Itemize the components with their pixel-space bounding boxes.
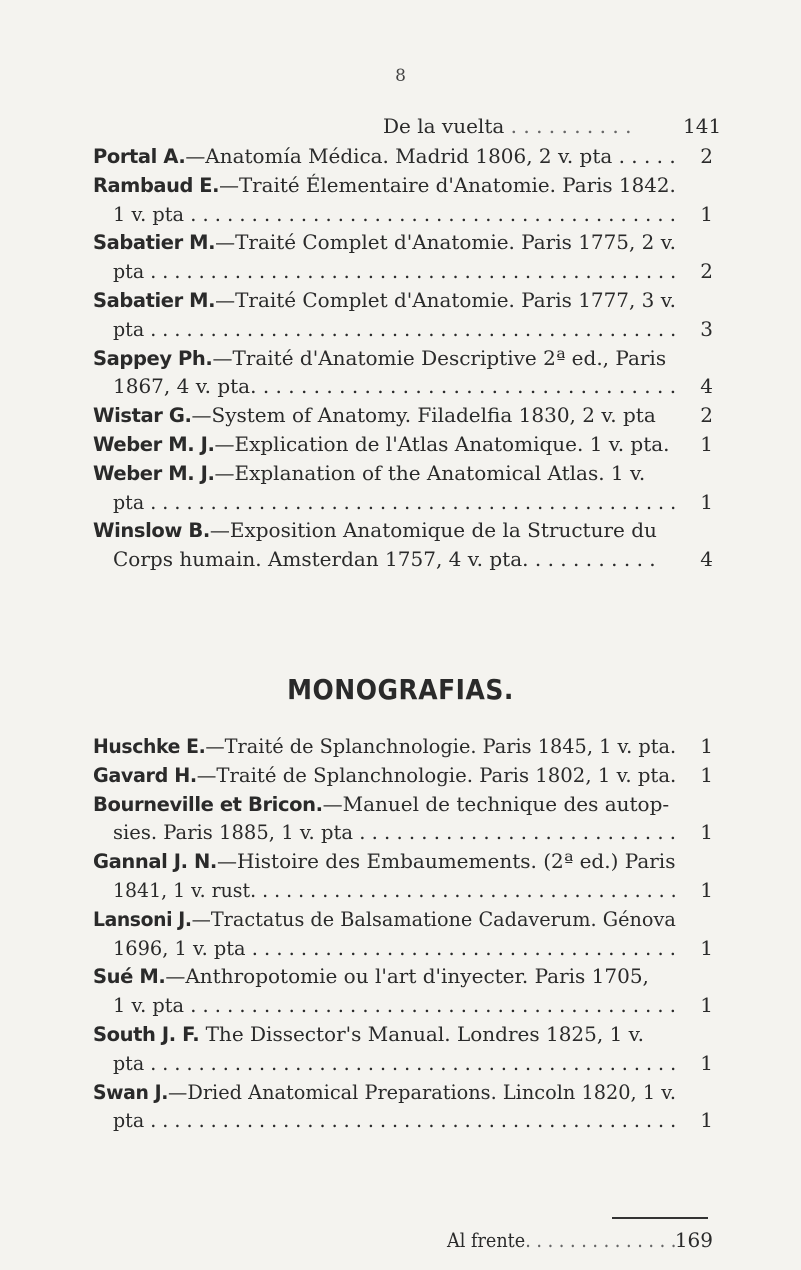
entry-author: Huschke E. bbox=[93, 735, 206, 758]
entry-text: —Traité Complet d'Anatomie. Paris 1775, 2 v. bbox=[215, 230, 676, 255]
entry-continuation-line bbox=[113, 876, 677, 904]
entry-text: 1841, 1 v. rust. . . . . . . . . . . . . . . . . . . . . . . . . . . . . . . . . . . . bbox=[113, 878, 677, 902]
entry-text: —Manuel de technique des autop- bbox=[322, 791, 670, 816]
entry-continuation-line bbox=[113, 934, 676, 962]
entry-text: pta . . . . . . . . . . . . . . . . . . . . . . . . . . . . . . . . . . . . . . . . . . . . bbox=[113, 316, 677, 341]
entry-continuation-line bbox=[113, 372, 676, 400]
entry-text: —Tractatus de Balsamatione Cadaverum. Génova bbox=[191, 906, 676, 931]
entry-count: 2 bbox=[700, 144, 713, 168]
entry-text: —Explanation of the Anatomical Atlas. 1 v. bbox=[214, 460, 646, 485]
entry-author: Weber M. J. bbox=[93, 433, 215, 456]
entry-text: —Dried Anatomical Preparations. Lincoln 1820, 1 v. bbox=[168, 1079, 676, 1104]
entry-continuation-line bbox=[113, 488, 676, 516]
entry-continuation-line bbox=[113, 200, 676, 228]
section-title: MONOGRAFIAS. bbox=[287, 673, 514, 706]
entry-continuation-line bbox=[113, 818, 676, 846]
entry-first-line bbox=[93, 286, 676, 314]
entry-count: 3 bbox=[700, 316, 713, 341]
entry-text: 1 v. pta . . . . . . . . . . . . . . . . . . . . . . . . . . . . . . . . . . . . . . . . bbox=[113, 201, 676, 226]
entry-author: Bourneville et Bricon. bbox=[93, 792, 323, 816]
entry-continuation-line bbox=[113, 1049, 676, 1077]
entry-text: —Traité de Splanchnologie. Paris 1845, 1 v. pta. bbox=[205, 734, 677, 758]
entry-text: —Histoire des Embaumements. (2ª ed.) Paris bbox=[216, 849, 676, 874]
entry-first-line bbox=[93, 847, 675, 875]
entry-first-line bbox=[93, 905, 676, 933]
entry-continuation-line bbox=[113, 315, 676, 343]
entry-author: Portal A. bbox=[93, 145, 186, 168]
entry-text: pta . . . . . . . . . . . . . . . . . . . . . . . . . . . . . . . . . . . . . . . . . . . . bbox=[113, 489, 677, 514]
entry-first-line bbox=[93, 401, 656, 429]
entry-text: pta . . . . . . . . . . . . . . . . . . . . . . . . . . . . . . . . . . . . . . . . . . . . bbox=[113, 1050, 677, 1075]
entry-text: pta . . . . . . . . . . . . . . . . . . . . . . . . . . . . . . . . . . . . . . . . . . . . bbox=[113, 1108, 677, 1133]
entry-count: 1 bbox=[700, 1108, 713, 1133]
entry-count: 1 bbox=[700, 878, 713, 902]
entry-text: —System of Anatomy. Filadelfia 1830, 2 v. pta bbox=[191, 403, 656, 428]
entry-author: Gannal J. N. bbox=[93, 850, 217, 874]
entry-first-line bbox=[93, 962, 649, 990]
entry-text: 1867, 4 v. pta. . . . . . . . . . . . . . . . . . . . . . . . . . . . . . . . . . bbox=[113, 374, 677, 399]
entry-text: 1 v. pta . . . . . . . . . . . . . . . . . . . . . . . . . . . . . . . . . . . . . . . . bbox=[113, 993, 676, 1018]
carry-forward-dots: . . . . . . . . . . bbox=[504, 114, 632, 138]
entry-text: —Anatomía Médica. Madrid 1806, 2 v. pta . . . . . bbox=[185, 144, 676, 168]
entry-author: Winslow B. bbox=[93, 519, 210, 543]
entry-author: Sabatier M. bbox=[93, 289, 216, 312]
entry-count: 1 bbox=[700, 935, 713, 960]
entry-first-line bbox=[93, 430, 670, 458]
entry-count: 4 bbox=[700, 374, 713, 399]
entry-count: 2 bbox=[700, 403, 713, 428]
entry-text: 1696, 1 v. pta . . . . . . . . . . . . . . . . . . . . . . . . . . . . . . . . . . . bbox=[113, 935, 676, 960]
entry-count: 1 bbox=[700, 201, 713, 226]
entry-first-line bbox=[93, 344, 666, 372]
entry-first-line bbox=[93, 171, 676, 199]
entry-count: 1 bbox=[700, 489, 713, 514]
entry-first-line bbox=[93, 459, 645, 487]
total-rule bbox=[612, 1217, 708, 1219]
entry-count: 2 bbox=[700, 259, 713, 284]
entry-continuation-line bbox=[113, 991, 676, 1019]
entry-text: —Exposition Anatomique de la Structure du bbox=[209, 518, 657, 543]
entry-text: Corps humain. Amsterdan 1757, 4 v. pta. . . . . . . . . . . bbox=[113, 547, 656, 572]
entry-text: —Anthropotomie ou l'art d'inyecter. Paris 1705, bbox=[165, 964, 649, 989]
entry-author: Swan J. bbox=[93, 1080, 169, 1104]
entry-first-line bbox=[93, 1078, 676, 1106]
carry-forward-text: De la vuelta bbox=[383, 114, 505, 138]
entry-author: South J. F. bbox=[93, 1023, 200, 1046]
entry-first-line bbox=[93, 732, 676, 760]
entry-author: Sappey Ph. bbox=[93, 346, 213, 370]
entry-author: Weber M. J. bbox=[93, 461, 215, 485]
entry-count: 1 bbox=[700, 734, 713, 758]
entry-first-line bbox=[93, 761, 676, 789]
entry-text: The Dissector's Manual. Londres 1825, 1 v. bbox=[199, 1022, 644, 1046]
entry-text: pta . . . . . . . . . . . . . . . . . . . . . . . . . . . . . . . . . . . . . . . . . . . . bbox=[113, 259, 677, 284]
total-label bbox=[447, 1226, 676, 1254]
entry-author: Gavard H. bbox=[93, 763, 197, 787]
entry-count: 1 bbox=[700, 993, 713, 1018]
carry-forward-label bbox=[383, 112, 631, 140]
entry-first-line bbox=[93, 516, 657, 544]
entry-author: Sabatier M. bbox=[93, 231, 216, 255]
entry-author: Sué M. bbox=[93, 965, 166, 989]
entry-first-line bbox=[93, 228, 676, 256]
entry-author: Wistar G. bbox=[93, 404, 192, 428]
entry-text: —Traité Complet d'Anatomie. Paris 1777, 3 v. bbox=[215, 288, 676, 312]
entry-count: 1 bbox=[700, 762, 713, 787]
total-label-text: Al frente bbox=[447, 1228, 526, 1252]
entry-count: 1 bbox=[700, 820, 713, 845]
entry-first-line bbox=[93, 142, 676, 170]
entry-continuation-line bbox=[113, 257, 676, 285]
entry-continuation-line bbox=[113, 545, 656, 573]
entry-text: sies. Paris 1885, 1 v. pta . . . . . . . . . . . . . . . . . . . . . . . . . . bbox=[113, 820, 676, 845]
entry-count: 4 bbox=[700, 547, 713, 572]
entry-author: Rambaud E. bbox=[93, 173, 220, 197]
entry-text: —Traité Élementaire d'Anatomie. Paris 1842. bbox=[219, 172, 676, 197]
entry-first-line bbox=[93, 1020, 644, 1048]
total-dots: . . . . . . . . . . . . . . bbox=[525, 1228, 677, 1252]
entry-count: 1 bbox=[700, 1050, 713, 1075]
entry-text: —Explication de l'Atlas Anatomique. 1 v. pta. bbox=[214, 432, 670, 456]
entry-first-line bbox=[93, 790, 669, 818]
entry-text: —Traité de Splanchnologie. Paris 1802, 1 v. pta. bbox=[196, 762, 677, 787]
total-value: 169 bbox=[674, 1228, 713, 1252]
entry-author: Lansoni J. bbox=[93, 907, 192, 931]
entry-text: —Traité d'Anatomie Descriptive 2ª ed., Paris bbox=[212, 345, 667, 370]
page-number: 8 bbox=[395, 66, 406, 86]
entry-continuation-line bbox=[113, 1106, 676, 1134]
carry-forward-value: 141 bbox=[683, 114, 722, 138]
entry-count: 1 bbox=[700, 432, 713, 456]
